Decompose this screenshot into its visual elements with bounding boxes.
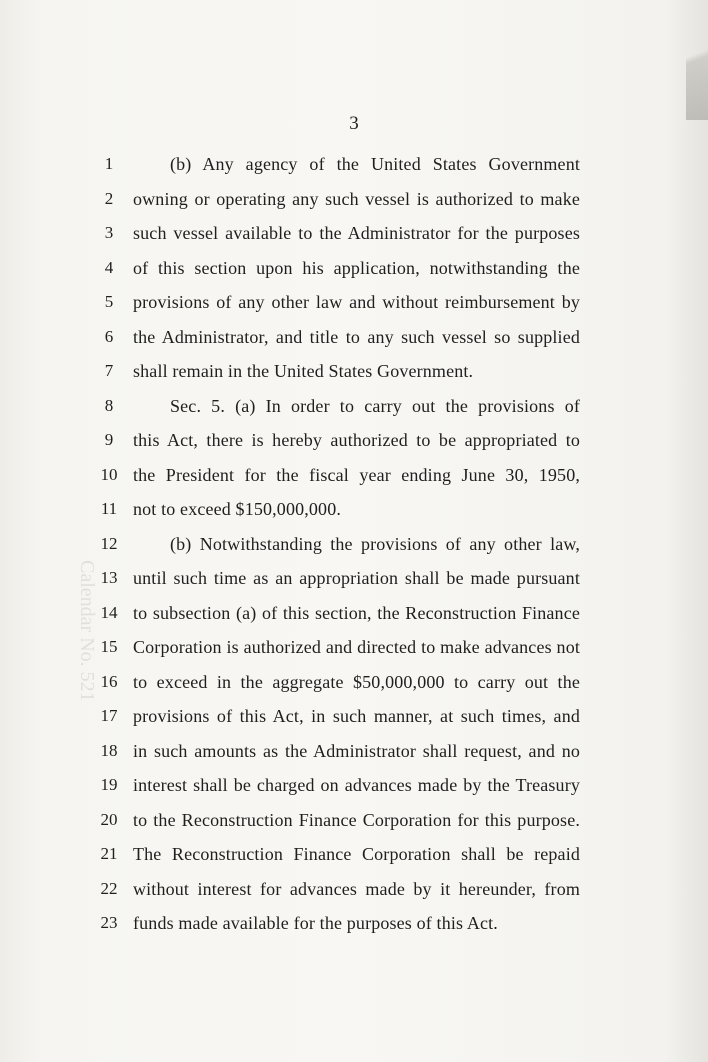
line-number: 22 <box>100 878 118 898</box>
line-number: 21 <box>100 844 118 863</box>
line-number: 9 <box>104 430 114 449</box>
line-text: owning or operating any such vessel is authorized to make <box>133 188 580 209</box>
show-through-calendar: Calendar No. 521 <box>76 560 98 702</box>
text-line <box>0 320 708 354</box>
line-text: (b) Notwithstanding the provisions of any other law, <box>170 533 580 554</box>
text-line <box>0 182 708 216</box>
line-text: not to exceed $150,000,000. <box>133 499 342 519</box>
line-text: until such time as an appropriation shall be made pursuant <box>133 568 580 588</box>
text-line <box>0 285 708 319</box>
text-line <box>0 630 708 664</box>
line-number: 4 <box>104 257 114 277</box>
line-number: 8 <box>104 395 114 415</box>
line-number: 6 <box>104 326 114 346</box>
line-text: to exceed in the aggregate $50,000,000 to carry out the <box>133 671 580 692</box>
page-curl-shadow <box>686 0 708 120</box>
text-line <box>0 561 708 595</box>
text-line <box>0 492 708 526</box>
line-number: 1 <box>104 154 114 173</box>
line-number: 11 <box>100 499 118 518</box>
text-line <box>0 803 708 837</box>
line-number: 2 <box>104 188 114 208</box>
line-text: the President for the fiscal year ending June 30, 1950, <box>133 464 580 485</box>
text-line <box>0 423 708 457</box>
text-line <box>0 699 708 733</box>
line-text: Corporation is authorized and directed to make advances not <box>133 637 580 657</box>
text-line <box>0 734 708 768</box>
line-number: 5 <box>104 292 114 311</box>
line-text: (b) Any agency of the United States Government <box>170 154 580 174</box>
line-number: 14 <box>100 602 118 622</box>
line-number: 7 <box>104 361 114 380</box>
line-number: 10 <box>100 464 118 484</box>
line-number: 19 <box>100 775 118 794</box>
text-line <box>0 837 708 871</box>
line-text: funds made available for the purposes of this Act. <box>133 913 498 933</box>
text-line <box>0 354 708 388</box>
text-line <box>0 147 708 181</box>
text-line <box>0 458 708 492</box>
text-line <box>0 216 708 250</box>
text-line <box>0 872 708 906</box>
line-text: provisions of this Act, in such manner, at such times, and <box>133 706 580 726</box>
line-number: 18 <box>100 740 118 760</box>
line-text: provisions of any other law and without reimbursement by <box>133 292 580 312</box>
line-text: interest shall be charged on advances made by the Treasury <box>133 775 580 795</box>
line-number: 20 <box>100 809 118 829</box>
line-number: 23 <box>100 913 118 932</box>
text-line <box>0 768 708 802</box>
text-line <box>0 596 708 630</box>
text-line <box>0 906 708 940</box>
page-number: 3 <box>349 113 359 134</box>
line-text: to subsection (a) of this section, the Reconstruction Finance <box>133 602 580 623</box>
line-text: in such amounts as the Administrator shall request, and no <box>133 740 580 761</box>
text-line <box>0 251 708 285</box>
text-line <box>0 665 708 699</box>
line-text: such vessel available to the Administrator for the purposes <box>133 223 580 243</box>
line-text: without interest for advances made by it hereunder, from <box>133 878 580 899</box>
line-number: 17 <box>100 706 118 725</box>
line-number: 16 <box>100 671 118 691</box>
line-number: 15 <box>100 637 118 656</box>
line-text: Sec. 5. (a) In order to carry out the provisions of <box>170 395 580 416</box>
line-text: The Reconstruction Finance Corporation shall be repaid <box>133 844 580 864</box>
line-number: 3 <box>104 223 114 242</box>
line-text: shall remain in the United States Government. <box>133 361 474 381</box>
line-text: the Administrator, and title to any such vessel so supplied <box>133 326 580 347</box>
line-text: of this section upon his application, notwithstanding the <box>133 257 580 278</box>
line-text: this Act, there is hereby authorized to be appropriated to <box>133 430 580 450</box>
text-line <box>0 527 708 561</box>
line-number: 13 <box>100 568 118 587</box>
line-number: 12 <box>100 533 118 553</box>
line-text: to the Reconstruction Finance Corporation for this purpose. <box>133 809 580 830</box>
text-line <box>0 389 708 423</box>
